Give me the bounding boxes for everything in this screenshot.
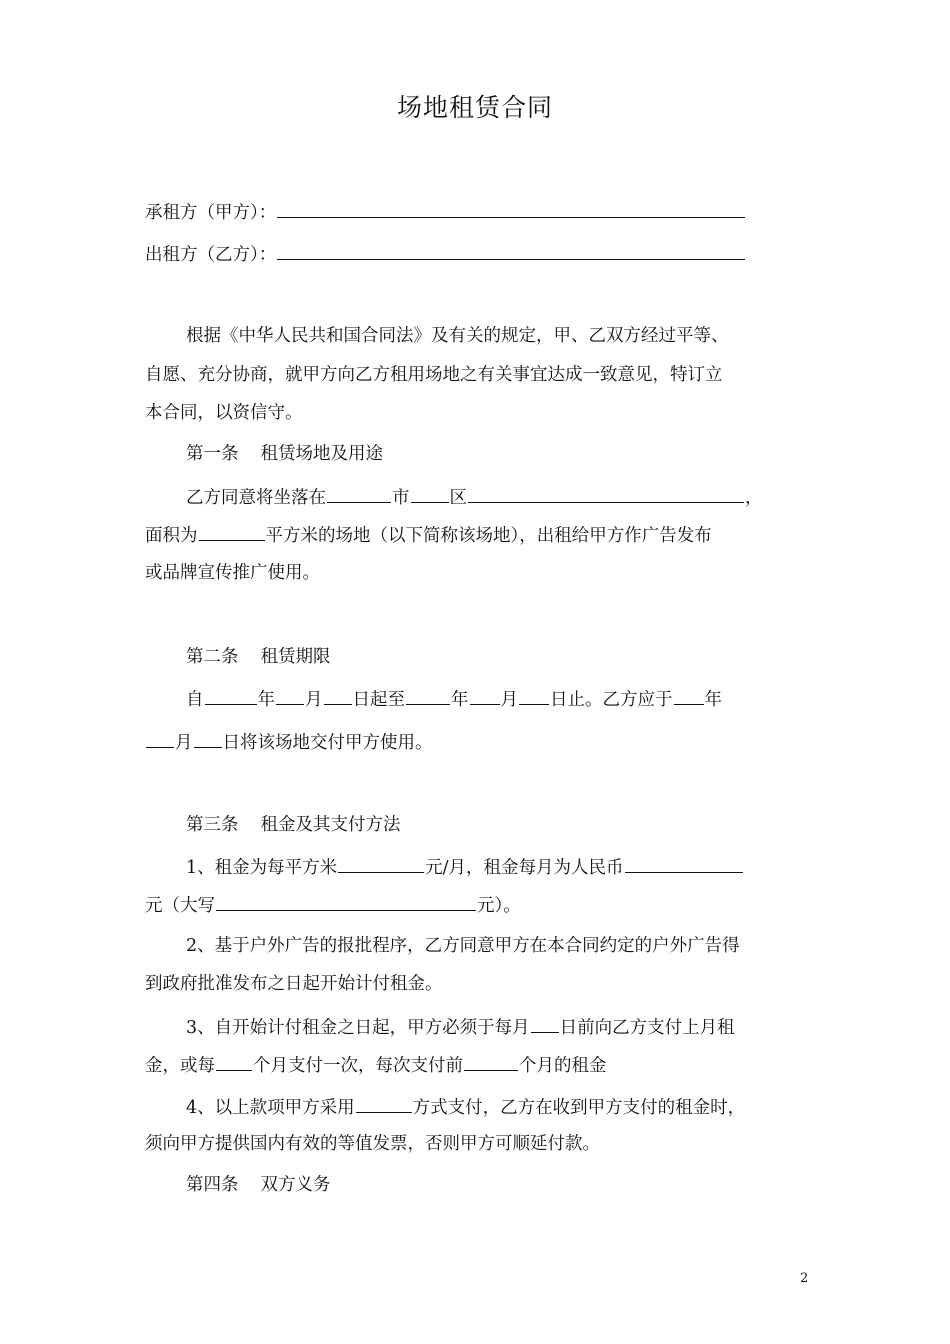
payment-day-blank	[531, 1014, 559, 1033]
payment-method-blank	[356, 1094, 412, 1113]
rent-in-words-blank	[216, 892, 476, 911]
article-3-item-3	[186, 1014, 735, 1040]
text-span: 年	[704, 690, 722, 710]
text-span: 自	[186, 690, 204, 710]
document-title: 场地租赁合同	[396, 93, 553, 122]
monthly-rent-blank	[625, 854, 743, 873]
article-3-item-4-cont: 须向甲方提供国内有效的等值发票，否则甲方可顺延付款。	[145, 1134, 600, 1154]
district-blank	[411, 484, 449, 503]
lessor-label: 出租方（乙方）：	[145, 245, 277, 265]
text-span: 月	[305, 690, 323, 710]
article-3-number: 第三条	[186, 815, 239, 835]
city-blank	[327, 484, 391, 503]
text-span: 4、以上款项甲方采用	[186, 1098, 355, 1118]
article-3-item-1-cont	[145, 892, 521, 918]
lessor-blank	[277, 241, 745, 260]
start-day-blank	[324, 686, 352, 705]
end-year-blank	[406, 686, 450, 705]
text-span: 市	[392, 488, 410, 508]
page-number: 2	[800, 1271, 809, 1286]
text-span: 个月支付一次，每次支付前	[253, 1056, 463, 1076]
text-span: 月	[500, 690, 518, 710]
text-span: 日起至	[352, 690, 405, 710]
text-span: 3、自开始计付租金之日起，甲方必须于每月	[186, 1018, 530, 1038]
text-span: 平方米的场地（以下简称该场地），出租给甲方作广告发布	[265, 526, 712, 546]
text-span: 日前向乙方支付上月租	[559, 1018, 735, 1038]
article-3-item-4	[186, 1094, 745, 1120]
text-span: 金，或每	[145, 1056, 215, 1076]
start-year-blank	[205, 686, 257, 705]
rent-per-sqm-blank	[338, 854, 424, 873]
text-span: 日将该场地交付甲方使用。	[222, 733, 433, 753]
article-3-item-1	[186, 854, 744, 880]
text-span: 元）。	[477, 896, 521, 916]
advance-months-blank	[464, 1052, 518, 1071]
article-2-para-1	[186, 686, 722, 712]
article-3-item-2-cont: 到政府批准发布之日起开始计付租金。	[145, 974, 443, 994]
text-span: 月	[175, 733, 193, 753]
lessee-label: 承租方（甲方）：	[145, 203, 277, 223]
text-span: 面积为	[145, 526, 198, 546]
article-1-para-3: 或品牌宣传推广使用。	[145, 563, 320, 583]
lessee-line	[145, 199, 746, 225]
start-month-blank	[276, 686, 304, 705]
article-3-item-2: 2、基于户外广告的报批程序，乙方同意甲方在本合同约定的户外广告得	[186, 936, 740, 956]
article-3-heading	[186, 813, 401, 837]
preamble-line-1: 根据《中华人民共和国合同法》及有关的规定，甲、乙双方经过平等、	[186, 326, 729, 346]
payment-interval-blank	[216, 1052, 252, 1071]
delivery-month-blank	[146, 729, 174, 748]
article-1-para-2	[145, 522, 712, 548]
lessor-line	[145, 241, 746, 267]
text-span: 元（大写	[145, 896, 215, 916]
text-span: 个月的租金	[519, 1056, 607, 1076]
area-blank	[199, 522, 265, 541]
delivery-day-blank	[194, 729, 222, 748]
lessee-blank	[277, 199, 745, 218]
end-day-blank	[519, 686, 549, 705]
text-span: 乙方同意将坐落在	[186, 488, 326, 508]
article-1-number: 第一条	[186, 444, 239, 464]
article-2-para-2	[145, 729, 433, 755]
text-span: ，	[745, 488, 763, 508]
text-span: 年	[257, 690, 275, 710]
article-1-heading	[186, 442, 383, 466]
article-4-title: 双方义务	[260, 1175, 331, 1195]
text-span: 1、租金为每平方米	[186, 858, 338, 878]
preamble-line-2: 自愿、充分协商，就甲方向乙方租用场地之有关事宜达成一致意见，特订立	[145, 365, 723, 385]
address-blank	[468, 484, 744, 503]
article-2-title: 租赁期限	[260, 647, 331, 667]
article-4-number: 第四条	[186, 1175, 239, 1195]
text-span: 年	[451, 690, 469, 710]
article-4-heading	[186, 1173, 331, 1197]
preamble-line-3: 本合同，以资信守。	[145, 403, 303, 423]
article-2-heading	[186, 645, 331, 669]
delivery-year-blank	[674, 686, 704, 705]
text-span: 元/月，租金每月为人民币	[425, 858, 624, 878]
article-1-title: 租赁场地及用途	[260, 444, 383, 464]
text-span: 日止。乙方应于	[550, 690, 673, 710]
article-2-number: 第二条	[186, 647, 239, 667]
text-span: 区	[449, 488, 467, 508]
article-1-para-1	[186, 484, 763, 510]
article-3-item-3-cont	[145, 1052, 607, 1078]
end-month-blank	[470, 686, 500, 705]
article-3-title: 租金及其支付方法	[260, 815, 401, 835]
text-span: 方式支付，乙方在收到甲方支付的租金时，	[412, 1098, 746, 1118]
